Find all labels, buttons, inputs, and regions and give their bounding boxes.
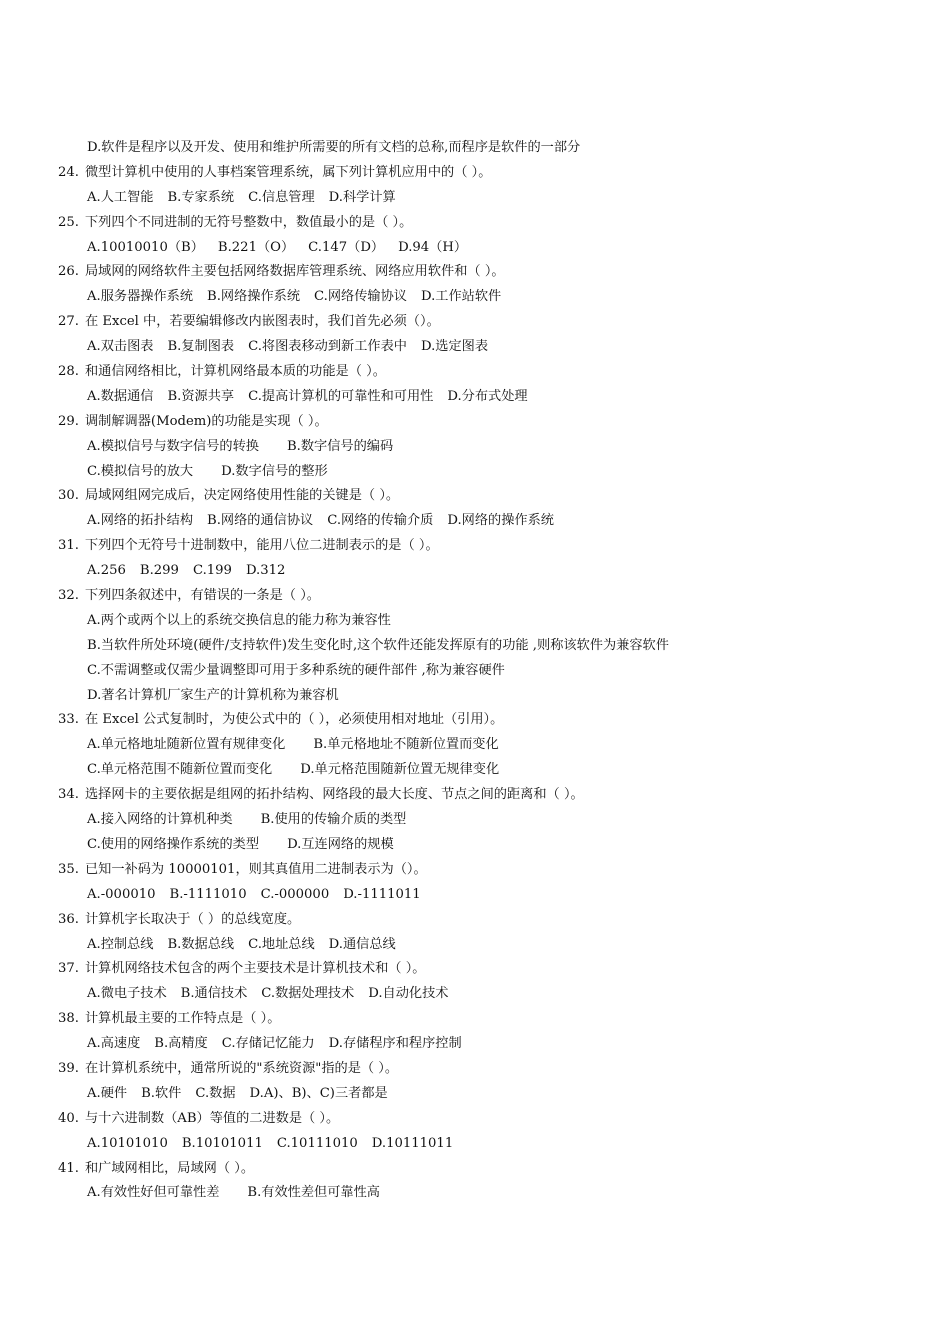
answer-option: A.高速度: [87, 1036, 141, 1052]
question-line: [58, 584, 918, 609]
question-text: 调制解调器(Modem)的功能是实现（ ）。: [85, 413, 328, 429]
answer-option: A.控制总线: [87, 936, 154, 952]
question-text: 在计算机系统中，通常所说的"系统资源"指的是（ ）。: [85, 1060, 399, 1076]
question-number: 30.: [58, 488, 79, 504]
answer-option: D.互连网络的规模: [287, 836, 394, 852]
answer-option: B.资源共享: [167, 388, 235, 404]
options-line: [58, 609, 918, 634]
answer-option: A.人工智能: [87, 189, 154, 205]
answer-option: C.提高计算机的可靠性和可用性: [248, 388, 434, 404]
answer-option: A.双击图表: [87, 339, 154, 355]
options-line: [58, 335, 918, 360]
answer-option: C.199: [192, 563, 232, 579]
answer-option: C.将图表移动到新工作表中: [248, 339, 407, 355]
answer-option: C.网络的传输介质: [327, 513, 434, 529]
answer-option: B.通信技术: [180, 986, 248, 1002]
question-text: 下列四条叙述中，有错误的一条是（ ）。: [85, 588, 320, 604]
question-number: 26.: [58, 264, 79, 280]
options-line: [58, 933, 918, 958]
answer-option: C.-000000: [260, 886, 330, 902]
answer-option: D.数字信号的整形: [221, 463, 328, 479]
question-number: 33.: [58, 712, 79, 728]
answer-option: D.自动化技术: [368, 986, 449, 1002]
question-line: [58, 783, 918, 808]
question-text: 与十六进制数（AB）等值的二进数是（ ）。: [85, 1110, 340, 1126]
question-line: [58, 410, 918, 435]
question-text: 局域网组网完成后，决定网络使用性能的关键是（ ）。: [85, 488, 400, 504]
question-number: 39.: [58, 1060, 79, 1076]
answer-option: D.著名计算机厂家生产的计算机称为兼容机: [87, 687, 339, 703]
answer-option: D.软件是程序以及开发、使用和维护所需要的所有文档的总称,而程序是软件的一部分: [87, 140, 581, 155]
answer-option: D.网络的操作系统: [447, 513, 554, 529]
options-line: [58, 1181, 918, 1206]
options-line: [58, 733, 918, 758]
question-text: 和广域网相比，局域网（ ）。: [85, 1160, 255, 1176]
options-line: [58, 659, 918, 684]
question-line: [58, 708, 918, 733]
options-line: [58, 509, 918, 534]
answer-option: D.-1111011: [343, 886, 421, 902]
options-line: [58, 460, 918, 485]
question-text: 微型计算机中使用的人事档案管理系统，属下列计算机应用中的（ ）。: [85, 164, 492, 180]
answer-option: B.高精度: [154, 1036, 208, 1052]
answer-option: B.网络操作系统: [207, 289, 301, 305]
question-line: [58, 360, 918, 385]
question-line: [58, 1157, 918, 1182]
question-line: [58, 484, 918, 509]
answer-option: C.地址总线: [248, 936, 315, 952]
question-text: 和通信网络相比，计算机网络最本质的功能是（ ）。: [85, 364, 386, 380]
question-text: 计算机字长取决于（ ）的总线宽度。: [85, 911, 301, 927]
question-text: 在 Excel 中，若要编辑修改内嵌图表时，我们首先必须（）。: [85, 314, 440, 330]
question-text: 在 Excel 公式复制时，为使公式中的（ ），必须使用相对地址（引用）。: [85, 712, 504, 728]
question-number: 38.: [58, 1011, 79, 1027]
question-number: 36.: [58, 911, 79, 927]
question-line: [58, 858, 918, 883]
question-number: 25.: [58, 214, 79, 230]
answer-option: D.A)、B)、C)三者都是: [249, 1085, 388, 1101]
answer-option: D.分布式处理: [447, 388, 528, 404]
options-line: [58, 1132, 918, 1157]
answer-option: A.256: [87, 563, 126, 579]
options-line: [58, 883, 918, 908]
answer-option: C.使用的网络操作系统的类型: [87, 836, 260, 852]
answer-option: D.94（H）: [398, 239, 468, 255]
question-line: [58, 1107, 918, 1132]
question-line: [58, 211, 918, 236]
question-line: [58, 310, 918, 335]
options-line: [58, 758, 918, 783]
answer-option: C.数据: [195, 1085, 236, 1101]
question-text: 计算机网络技术包含的两个主要技术是计算机技术和（ ）。: [85, 961, 426, 977]
answer-option: B.复制图表: [167, 339, 235, 355]
options-line: [58, 186, 918, 211]
answer-option: D.312: [245, 563, 286, 579]
answer-option: C.网络传输协议: [314, 289, 407, 305]
options-line: [58, 982, 918, 1007]
answer-option: B.有效性差但可靠性高: [247, 1185, 380, 1201]
answer-option: B.数字信号的编码: [286, 438, 394, 454]
options-line: [58, 385, 918, 410]
answer-option: D.存储程序和程序控制: [328, 1036, 462, 1052]
answer-option: B.软件: [141, 1085, 182, 1101]
answer-option: D.10111011: [371, 1135, 454, 1151]
options-line: [58, 285, 918, 310]
question-text: 局域网的网络软件主要包括网络数据库管理系统、网络应用软件和（ ）。: [85, 264, 505, 280]
answer-option: A.10010010（B）: [87, 239, 204, 255]
options-line: [58, 559, 918, 584]
answer-option: D.科学计算: [328, 189, 396, 205]
answer-option: A.数据通信: [87, 388, 154, 404]
question-text: 计算机最主要的工作特点是（ ）。: [85, 1011, 281, 1027]
options-line: [58, 634, 918, 659]
question-number: 24.: [58, 164, 79, 180]
answer-option: B.单元格地址不随新位置而变化: [313, 737, 499, 753]
answer-option: D.选定图表: [420, 339, 489, 355]
answer-option: C.147（D）: [308, 239, 385, 255]
answer-option: A.两个或两个以上的系统交换信息的能力称为兼容性: [87, 612, 391, 628]
answer-option: A.模拟信号与数字信号的转换: [87, 438, 259, 454]
answer-option: B.299: [139, 563, 179, 579]
options-line: [58, 1032, 918, 1057]
answer-option: A.接入网络的计算机种类: [87, 812, 233, 828]
answer-option: D.工作站软件: [420, 289, 502, 305]
answer-option: B.使用的传输介质的类型: [260, 812, 407, 828]
answer-option: C.存储记忆能力: [221, 1036, 315, 1052]
answer-option: A.-000010: [87, 886, 156, 902]
answer-option: C.数据处理技术: [261, 986, 355, 1002]
options-line: [58, 1082, 918, 1107]
answer-option: D.单元格范围随新位置无规律变化: [300, 762, 500, 778]
answer-option: C.模拟信号的放大: [87, 463, 194, 479]
answer-option: C.单元格范围不随新位置而变化: [87, 762, 273, 778]
question-number: 37.: [58, 961, 79, 977]
answer-option: A.单元格地址随新位置有规律变化: [87, 737, 286, 753]
question-number: 32.: [58, 588, 79, 604]
question-number: 40.: [58, 1110, 79, 1126]
options-line: [58, 684, 918, 709]
question-text: 下列四个无符号十进制数中，能用八位二进制表示的是（ ）。: [85, 538, 439, 554]
answer-option: B.网络的通信协议: [207, 513, 314, 529]
question-line: [58, 260, 918, 285]
answer-option: B.221（O）: [217, 239, 295, 255]
answer-option: A.网络的拓扑结构: [87, 513, 194, 529]
question-number: 35.: [58, 861, 79, 877]
answer-option: C.10111010: [276, 1135, 358, 1151]
question-number: 34.: [58, 787, 79, 803]
question-line: [58, 957, 918, 982]
options-line: [58, 435, 918, 460]
question-line: [58, 1057, 918, 1082]
answer-option: A.硬件: [87, 1085, 128, 1101]
options-line: [58, 136, 918, 161]
question-line: [58, 534, 918, 559]
question-number: 28.: [58, 364, 79, 380]
answer-option: B.专家系统: [167, 189, 235, 205]
answer-option: B.数据总线: [167, 936, 235, 952]
answer-option: B.10101011: [181, 1135, 263, 1151]
question-line: [58, 1007, 918, 1032]
answer-option: D.通信总线: [328, 936, 396, 952]
question-list: [58, 136, 918, 1206]
question-text: 已知一补码为 10000101，则其真值用二进制表示为（）。: [85, 861, 427, 877]
question-number: 29.: [58, 413, 79, 429]
question-text: 选择网卡的主要依据是组网的拓扑结构、网络段的最大长度、节点之间的距离和（ ）。: [85, 787, 584, 803]
question-line: [58, 161, 918, 186]
options-line: [58, 808, 918, 833]
answer-option: B.当软件所处环境(硬件/支持软件)发生变化时,这个软件还能发挥原有的功能 ,则称该软件为兼容软件: [87, 637, 669, 653]
question-number: 27.: [58, 314, 79, 330]
answer-option: A.微电子技术: [87, 986, 167, 1002]
answer-option: A.有效性好但可靠性差: [87, 1185, 220, 1201]
answer-option: B.-1111010: [169, 886, 247, 902]
answer-option: C.不需调整或仅需少量调整即可用于多种系统的硬件部件 ,称为兼容硬件: [87, 662, 505, 678]
answer-option: C.信息管理: [248, 189, 315, 205]
options-line: [58, 236, 918, 261]
question-number: 31.: [58, 538, 79, 554]
question-text: 下列四个不同进制的无符号整数中，数值最小的是（ ）。: [85, 214, 413, 230]
answer-option: A.服务器操作系统: [87, 289, 194, 305]
options-line: [58, 833, 918, 858]
question-line: [58, 908, 918, 933]
answer-option: A.10101010: [87, 1135, 168, 1151]
question-number: 41.: [58, 1160, 79, 1176]
